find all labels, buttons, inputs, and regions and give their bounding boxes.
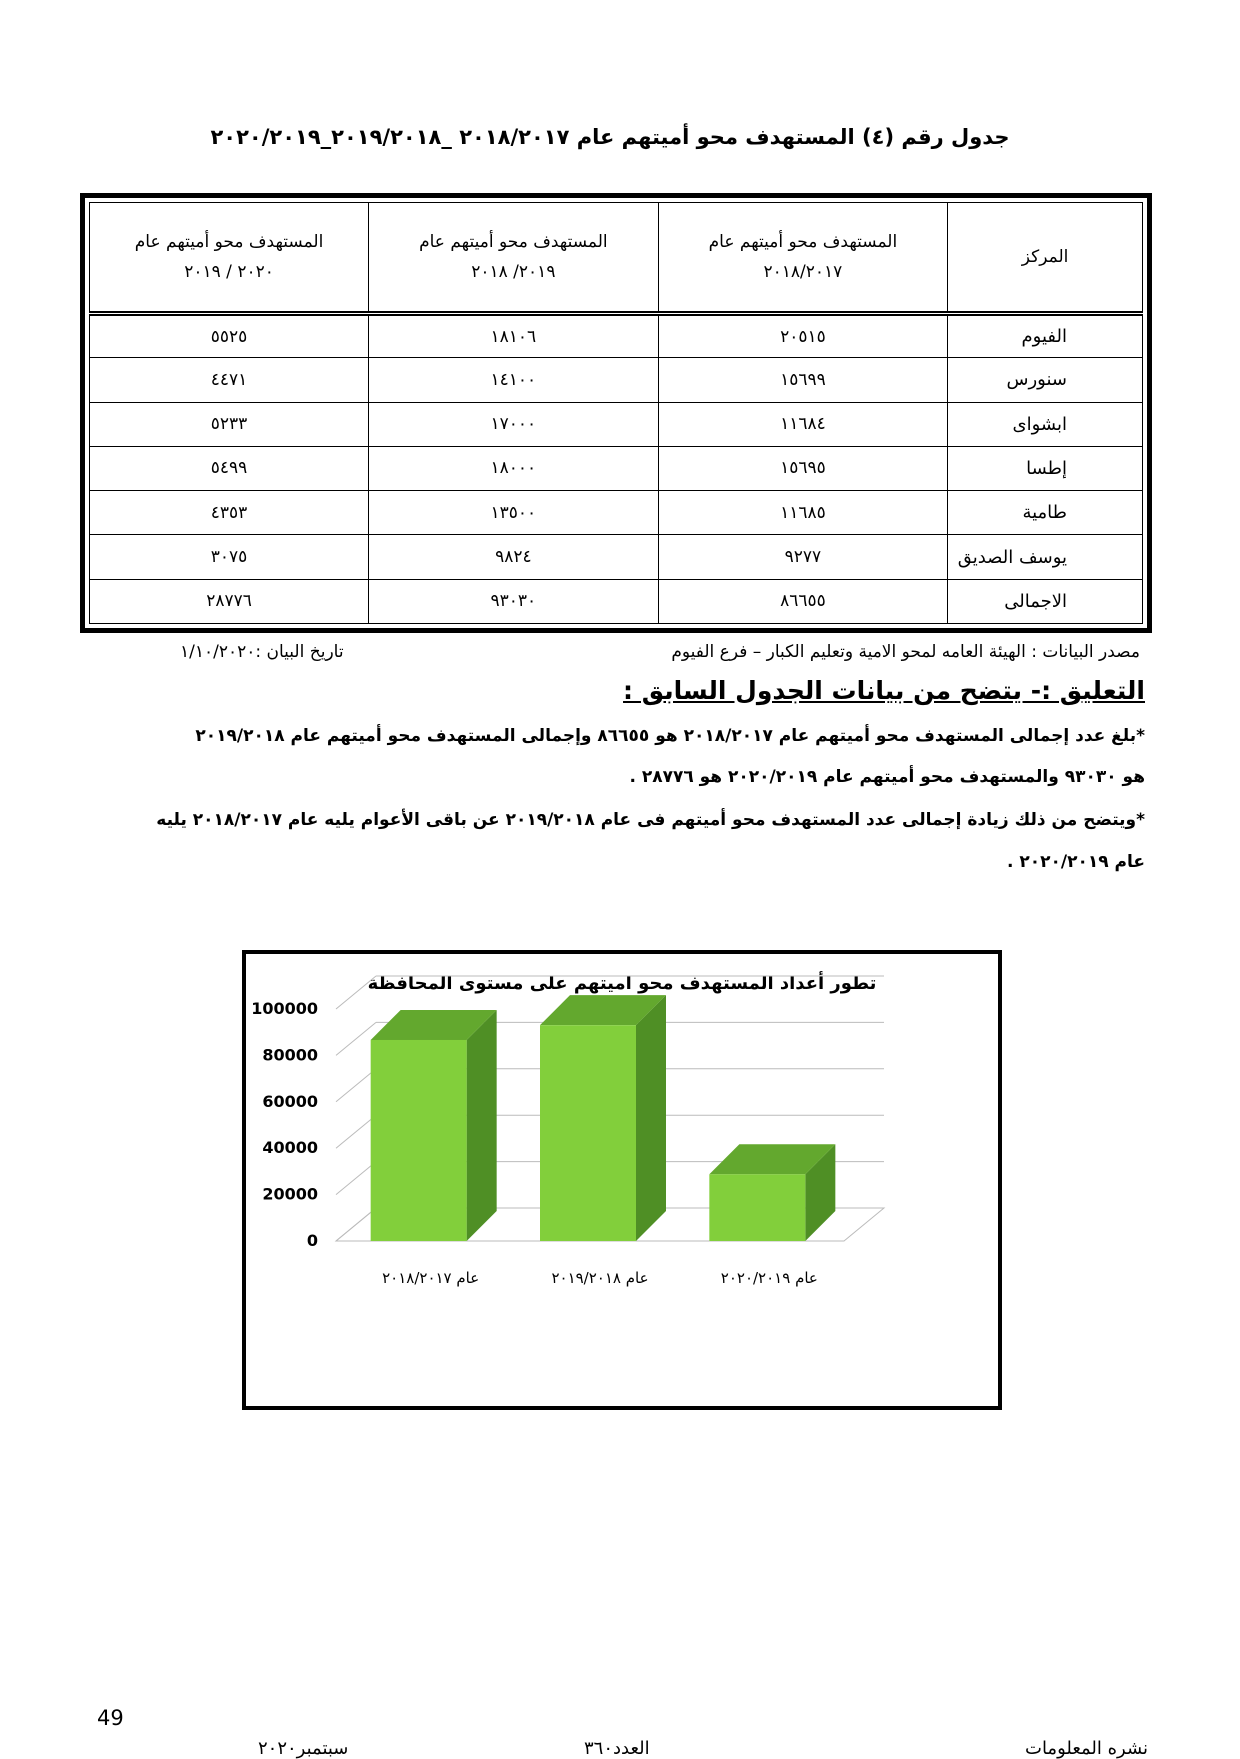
- header-2019-line1: المستهدف محو أميتهم عام: [134, 232, 324, 252]
- source-text: مصدر البيانات : الهيئة العامه لمحو الامية وتعليم الكبار – فرع الفيوم: [671, 642, 1140, 662]
- x-tick-label: عام ٢٠١٨/٢٠١٧: [382, 1269, 480, 1287]
- cell-2017: ٨٦٦٥٥: [658, 579, 948, 623]
- comment-paragraph: عام ٢٠٢٠/٢٠١٩ .: [1007, 852, 1145, 872]
- cell-center: الفيوم: [948, 314, 1143, 358]
- y-tick-label: 100000: [251, 999, 318, 1018]
- bar: [540, 1025, 636, 1241]
- header-2018-line2: ٢٠١٩/ ٢٠١٨: [471, 262, 556, 282]
- table-row: [90, 402, 1143, 446]
- comment-paragraph: *ويتضح من ذلك زيادة إجمالى عدد المستهدف محو أميتهم فى عام ٢٠١٩/٢٠١٨ عن باقى الأعوام يليه عام ٢٠١٨/٢٠١٧ يليه: [156, 810, 1145, 830]
- header-center-label: المركز: [1021, 247, 1069, 267]
- cell-2018: ١٤١٠٠: [369, 358, 659, 402]
- cell-2019: ٤٣٥٣: [90, 491, 369, 535]
- cell-center: يوسف الصديق: [948, 535, 1143, 579]
- cell-2019: ٥٤٩٩: [90, 446, 369, 490]
- cell-2017: ١١٦٨٤: [658, 402, 948, 446]
- cell-2018: ١٨٠٠٠: [369, 446, 659, 490]
- header-2018-line1: المستهدف محو أميتهم عام: [419, 232, 608, 252]
- cell-2017: ١٥٦٩٥: [658, 446, 948, 490]
- chart-title: تطور أعداد المستهدف محو اميتهم على مستوى المحافظة: [367, 973, 877, 994]
- cell-2019: ٥٥٢٥: [90, 314, 369, 358]
- bar-side: [467, 1010, 497, 1241]
- cell-2018: ٩٣٠٣٠: [369, 579, 659, 623]
- header-2017-line1: المستهدف محو أميتهم عام: [708, 232, 898, 252]
- gridline-diagonal: [336, 1162, 376, 1195]
- table-row: [90, 314, 1143, 358]
- cell-center: ابشواى: [948, 402, 1143, 446]
- footer-publication: نشره المعلومات: [1025, 1738, 1149, 1759]
- footer-date: سبتمبر٢٠٢٠: [258, 1738, 349, 1759]
- table-row-total: [90, 579, 1143, 623]
- header-2019: [90, 203, 369, 314]
- data-table: [80, 193, 1152, 633]
- table-row: [90, 358, 1143, 402]
- cell-2019: ٣٠٧٥: [90, 535, 369, 579]
- y-tick-label: 40000: [262, 1138, 318, 1158]
- table-row: [90, 535, 1143, 579]
- cell-center: الاجمالى: [948, 579, 1143, 623]
- table-row: [90, 491, 1143, 535]
- cell-2017: ١١٦٨٥: [658, 491, 948, 535]
- source-date: تاريخ البيان :١/١٠/٢٠٢٠: [180, 642, 344, 662]
- source-line: [140, 642, 1140, 662]
- cell-2017: ٩٢٧٧: [658, 535, 948, 579]
- y-tick-label: 20000: [262, 1184, 318, 1204]
- y-tick-label: 80000: [262, 1045, 318, 1065]
- gridline-diagonal: [336, 1022, 376, 1055]
- header-2017-line2: ٢٠١٨/٢٠١٧: [763, 262, 843, 282]
- header-2018: [369, 203, 659, 314]
- cell-2017: ٢٠٥١٥: [658, 314, 948, 358]
- cell-2018: ١٨١٠٦: [369, 314, 659, 358]
- bar-chart: [242, 950, 1002, 1410]
- gridline-diagonal: [336, 1069, 376, 1102]
- table-header-row: [90, 203, 1143, 314]
- cell-center: إطسا: [948, 446, 1143, 490]
- comment-paragraph: *بلغ عدد إجمالى المستهدف محو أميتهم عام ٢٠١٨/٢٠١٧ هو ٨٦٦٥٥ وإجمالى المستهدف محو أميتهم عام ٢٠١٩/٢٠١٨: [195, 726, 1145, 746]
- cell-2018: ١٧٠٠٠: [369, 402, 659, 446]
- cell-2019: ٥٢٣٣: [90, 402, 369, 446]
- cell-2018: ٩٨٢٤: [369, 535, 659, 579]
- header-2019-line2: ٢٠٢٠ / ٢٠١٩: [184, 262, 274, 282]
- comment-heading: التعليق :- يتضح من بيانات الجدول السابق :: [623, 676, 1145, 705]
- footer-issue: العدد٣٦٠: [584, 1738, 650, 1759]
- cell-2019: ٤٤٧١: [90, 358, 369, 402]
- x-tick-label: عام ٢٠١٩/٢٠١٨: [551, 1269, 649, 1287]
- bar: [709, 1174, 805, 1241]
- table-title: جدول رقم (٤) المستهدف محو أميتهم عام ٢٠١٨/٢٠١٧ _٢٠١٩/٢٠١٨_٢٠٢٠/٢٠١٩: [210, 125, 1010, 149]
- chart-svg: [246, 954, 998, 1406]
- header-center: [948, 203, 1143, 314]
- gridline-diagonal: [336, 1115, 376, 1148]
- header-2017: [658, 203, 948, 314]
- table-row: [90, 446, 1143, 490]
- bar: [371, 1040, 467, 1241]
- cell-2019: ٢٨٧٧٦: [90, 579, 369, 623]
- y-tick-label: 0: [306, 1231, 318, 1250]
- cell-center: سنورس: [948, 358, 1143, 402]
- cell-2018: ١٣٥٠٠: [369, 491, 659, 535]
- y-tick-label: 60000: [262, 1091, 318, 1111]
- cell-center: طامية: [948, 491, 1143, 535]
- cell-2017: ١٥٦٩٩: [658, 358, 948, 402]
- x-tick-label: عام ٢٠٢٠/٢٠١٩: [720, 1269, 818, 1287]
- page-number: 49: [97, 1706, 124, 1730]
- comment-paragraph: هو ٩٣٠٣٠ والمستهدف محو أميتهم عام ٢٠٢٠/٢٠١٩ هو ٢٨٧٧٦ .: [629, 767, 1145, 787]
- bar-side: [636, 995, 666, 1241]
